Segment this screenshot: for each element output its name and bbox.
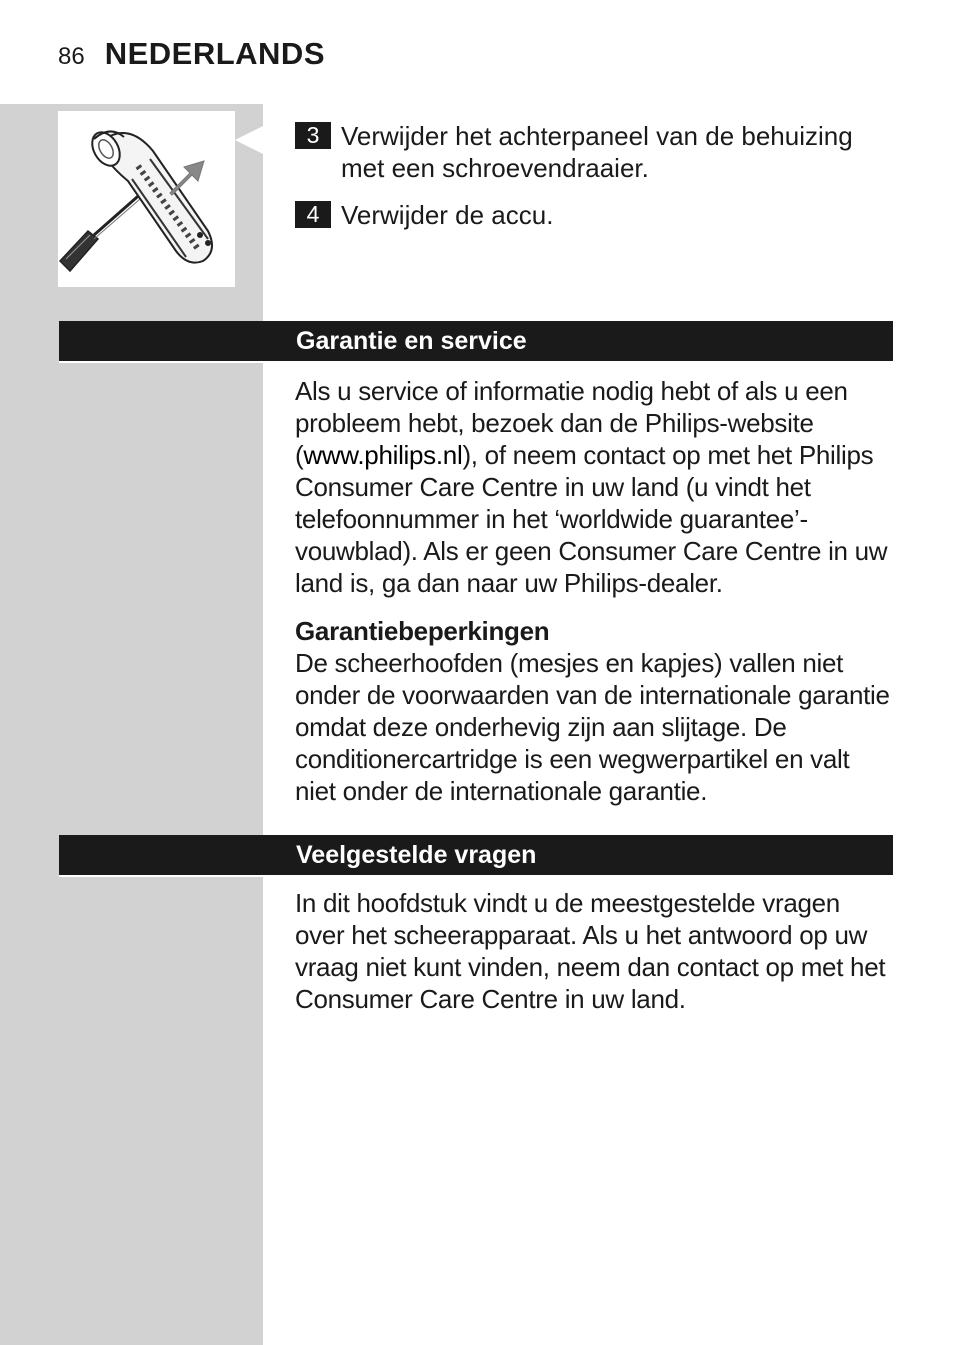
philips-website-link[interactable]: www.philips.nl	[303, 440, 463, 470]
step-text: Verwijder het achterpaneel van de behuizing met een schroevendraaier.	[341, 121, 853, 183]
step-text: Verwijder de accu.	[341, 200, 554, 230]
section-header-faq	[59, 835, 893, 877]
subheading-garantiebeperkingen: Garantiebeperkingen	[295, 616, 550, 646]
faq-paragraph: In dit hoofdstuk vindt u de meestgestelde vragen over het scheerapparaat. Als u het antwoord op uw vraag niet kunt vinden, neem dan contact op met het Consumer Care Centre in uw land.	[295, 888, 886, 1014]
step-number-badge: 4	[295, 201, 331, 228]
paragraph-text: ), of neem contact op met het Philips Consumer Care Centre in uw land (u vindt het telefoonnummer in het ‘worldwide guarantee’-vouwblad). Als er geen Consumer Care Centre in uw land is, ga dan naar uw Philips-dealer.	[295, 440, 888, 598]
section-title: Garantie en service	[296, 327, 527, 355]
page-number: 86	[58, 43, 85, 70]
step-number-badge: 3	[295, 122, 331, 149]
paragraph-text: Als u service of informatie nodig hebt of als u een probleem hebt, bezoek dan de Philips-website (	[295, 376, 848, 470]
callout-pointer	[235, 126, 263, 154]
page-header	[58, 36, 325, 72]
language-title: NEDERLANDS	[104, 36, 325, 71]
section-header-garantie	[59, 321, 893, 363]
garantiebeperkingen-paragraph: De scheerhoofden (mesjes en kapjes) vallen niet onder de voorwaarden van de internationale garantie omdat deze onderhevig zijn aan slijtage. De conditionercartridge is een wegwerpartikel en valt niet onder de internationale garantie.	[295, 648, 890, 806]
section-title: Veelgestelde vragen	[296, 841, 537, 869]
garantie-paragraph	[295, 375, 893, 599]
shaver-screwdriver-illustration	[58, 111, 235, 287]
illustration-drawing	[58, 111, 235, 287]
sidebar-column	[0, 104, 263, 1345]
step-3	[295, 120, 885, 184]
step-4	[295, 199, 885, 231]
